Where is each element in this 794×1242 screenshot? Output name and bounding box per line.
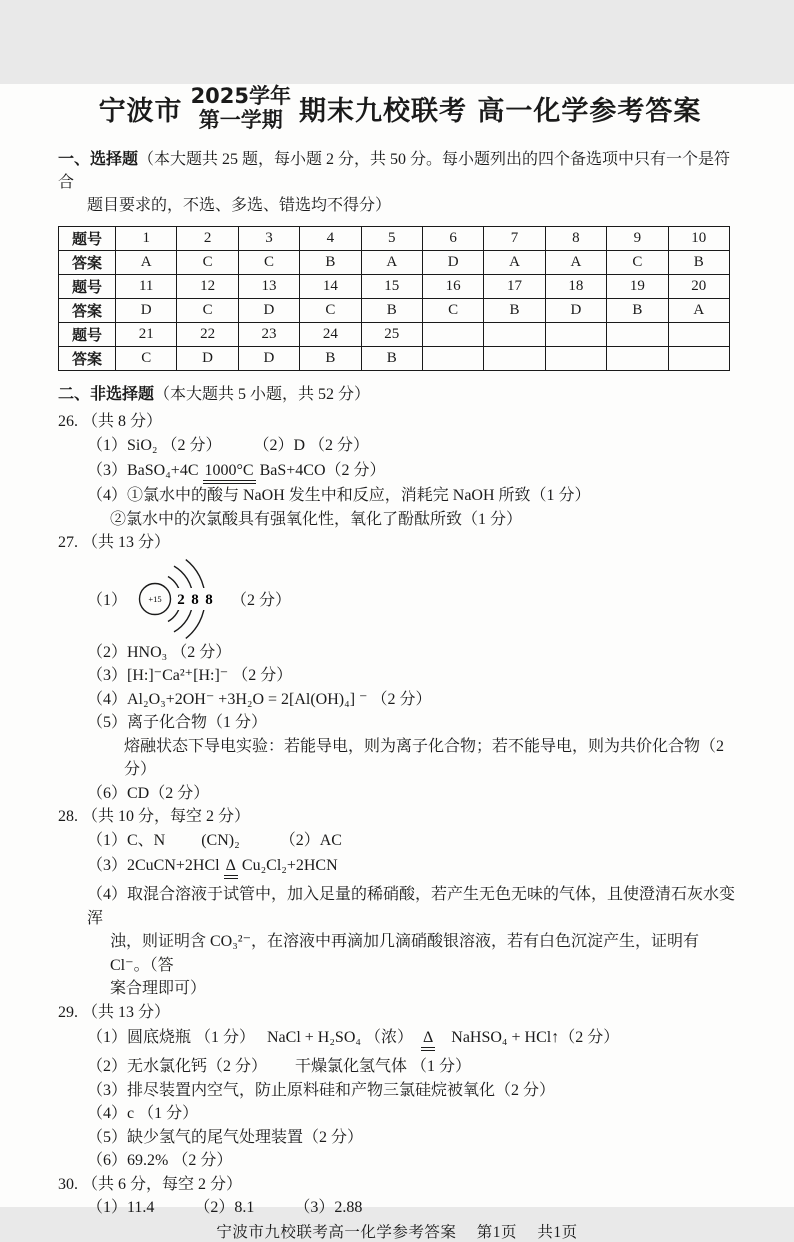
title-term-stack <box>191 84 291 132</box>
q29-line1 <box>58 1024 742 1051</box>
answer-cell: C <box>300 299 361 323</box>
empty-cell <box>668 347 729 371</box>
question-number-cell: 1 <box>116 227 177 251</box>
q27-line3: （3）[H:]⁻Ca²⁺[H:]⁻ （2 分） <box>87 667 293 685</box>
answer-cell: B <box>300 251 361 275</box>
q26-line4a: （4）①氯水中的酸与 NaOH 发生中和反应，消耗完 NaOH 所致（1 分） <box>87 487 591 505</box>
answer-cell: B <box>484 299 545 323</box>
answer-cell: B <box>361 347 422 371</box>
q28-line3 <box>58 852 742 879</box>
question-number-cell: 12 <box>177 275 238 299</box>
question-number-cell: 10 <box>668 227 729 251</box>
answer-cell: D <box>238 299 299 323</box>
q26-head: 26. （共 8 分） <box>58 413 163 431</box>
answer-cell: D <box>545 299 606 323</box>
empty-cell <box>545 347 606 371</box>
row-label: 答案 <box>59 347 116 371</box>
row-label: 题号 <box>59 275 116 299</box>
question-number-cell: 21 <box>116 323 177 347</box>
question-number-cell: 6 <box>422 227 483 251</box>
q27-head: 27. （共 13 分） <box>58 534 171 552</box>
q29-line2: （2）无水氯化钙（2 分） 干燥氯化氢气体 （1 分） <box>87 1058 472 1076</box>
section-free-heading <box>58 383 742 406</box>
answer-cell: D <box>238 347 299 371</box>
q30-line1: （1）11.4 （2）8.1 （3）2.88 <box>87 1199 363 1217</box>
answer-cell: C <box>177 251 238 275</box>
page-title <box>58 84 742 132</box>
answer-cell: B <box>300 347 361 371</box>
q26-line3 <box>58 457 742 484</box>
answer-cell: A <box>116 251 177 275</box>
question-number-cell: 18 <box>545 275 606 299</box>
nucleus-charge: +15 <box>148 593 162 604</box>
empty-cell <box>422 347 483 371</box>
q27-diagram-score: （2 分） <box>231 592 292 610</box>
answer-table <box>58 226 730 371</box>
q28-line4b: 浊，则证明含 CO₃²⁻，在溶液中再滴加几滴硝酸银溶液，若有白色沉淀产生，证明有 Cl⁻。（答 <box>110 933 704 974</box>
question-number-cell: 16 <box>422 275 483 299</box>
q28-eq-left: （3）2CuCN+2HCl <box>87 857 224 875</box>
row-label: 题号 <box>59 227 116 251</box>
section-choice-title: 一、选择题 <box>58 151 139 169</box>
q29-line3: （3）排尽装置内空气，防止原料硅和产物三氯硅烷被氧化（2 分） <box>87 1081 556 1099</box>
q26-eq-right: BaS+4CO（2 分） <box>255 462 386 480</box>
section-free-title: 二、非选择题 <box>58 386 155 404</box>
q29-eq-left: （1）圆底烧瓶 （1 分） NaCl + H₂SO₄ （浓） <box>87 1029 421 1047</box>
answer-cell: C <box>607 251 668 275</box>
q27-line5b: 熔融状态下导电实验：若能导电，则为离子化合物；若不能导电，则为共价化合物（2 分） <box>124 737 729 779</box>
question-number-cell: 23 <box>238 323 299 347</box>
answer-cell: B <box>607 299 668 323</box>
answer-cell: A <box>484 251 545 275</box>
q28-line4a: （4）取混合溶液于试管中，加入足量的稀硝酸，若产生无色无味的气体，且使澄清石灰水变浑 <box>87 886 736 927</box>
answer-cell: C <box>177 299 238 323</box>
question-number-cell: 8 <box>545 227 606 251</box>
row-label: 答案 <box>59 251 116 275</box>
q27-line4: （4）Al₂O₃+2OH⁻ +3H₂O = 2[Al(OH)₄] ⁻ （2 分） <box>87 690 432 708</box>
shell-2-electrons: 8 <box>191 591 199 608</box>
question-number-cell: 17 <box>484 275 545 299</box>
atom-structure-diagram <box>133 559 225 639</box>
exam-answer-page <box>0 84 794 1241</box>
q27-line5: （5）离子化合物（1 分） <box>87 714 268 732</box>
answer-cell: D <box>116 299 177 323</box>
title-semester: 第一学期 <box>198 108 283 133</box>
question-number-cell: 5 <box>361 227 422 251</box>
q30-head: 30. （共 6 分，每空 2 分） <box>58 1175 243 1193</box>
empty-cell <box>607 323 668 347</box>
table-row <box>59 227 730 251</box>
question-number-cell: 15 <box>361 275 422 299</box>
answer-cell: C <box>422 299 483 323</box>
shell-3-electrons: 8 <box>205 591 213 608</box>
q27-line6: （6）CD（2 分） <box>87 784 210 802</box>
answer-cell: D <box>177 347 238 371</box>
table-row <box>59 323 730 347</box>
section-choice-heading-line2: 题目要求的，不选、多选、错选均不得分） <box>87 197 392 215</box>
question-number-cell: 14 <box>300 275 361 299</box>
answer-cell: D <box>422 251 483 275</box>
q29-eq-right: NaHSO₄ + HCl↑（2 分） <box>435 1029 620 1047</box>
question-number-cell: 20 <box>668 275 729 299</box>
empty-cell <box>422 323 483 347</box>
title-school-year: 2025学年 <box>190 84 292 108</box>
q29-line4: （4）c （1 分） <box>87 1105 199 1123</box>
table-row <box>59 347 730 371</box>
question-number-cell: 2 <box>177 227 238 251</box>
reaction-condition: Δ <box>224 858 238 879</box>
empty-cell <box>484 323 545 347</box>
question-number-cell: 25 <box>361 323 422 347</box>
q28-eq-right: Cu₂Cl₂+2HCN <box>237 857 338 875</box>
question-number-cell: 9 <box>607 227 668 251</box>
reaction-condition: 1000°C <box>203 463 256 484</box>
page-footer: 宁波市九校联考高一化学参考答案 第1页 共1页 <box>216 1223 578 1241</box>
table-row <box>59 275 730 299</box>
row-label: 答案 <box>59 299 116 323</box>
q29-head: 29. （共 13 分） <box>58 1003 171 1021</box>
q26-eq-left: （3）BaSO₄+4C <box>87 462 203 480</box>
q28-head: 28. （共 10 分，每空 2 分） <box>58 808 251 826</box>
answer-cell: A <box>361 251 422 275</box>
answer-cell: B <box>361 299 422 323</box>
answer-cell: A <box>545 251 606 275</box>
row-label: 题号 <box>59 323 116 347</box>
reaction-condition: Δ <box>421 1030 435 1051</box>
q28-line4c: 案合理即可） <box>110 980 207 998</box>
question-number-cell: 11 <box>116 275 177 299</box>
section-choice-heading <box>58 148 742 194</box>
answer-cell: C <box>238 251 299 275</box>
section-choice-desc: （本大题共 25 题，每小题 2 分，共 50 分。每小题列出的四个备选项中只有一个是符合 <box>58 151 731 192</box>
empty-cell <box>668 323 729 347</box>
question-number-cell: 3 <box>238 227 299 251</box>
answer-cell: A <box>668 299 729 323</box>
question-number-cell: 24 <box>300 323 361 347</box>
page-content <box>0 84 794 1220</box>
shell-1-electrons: 2 <box>177 591 185 608</box>
answer-cell: C <box>116 347 177 371</box>
answer-cell: B <box>668 251 729 275</box>
q26-line4b: ②氯水中的次氯酸具有强氧化性，氧化了酚酞所致（1 分） <box>110 510 523 528</box>
q27-line1 <box>58 557 742 641</box>
question-number-cell: 13 <box>238 275 299 299</box>
q29-line5: （5）缺少氢气的尾气处理装置（2 分） <box>87 1128 364 1146</box>
empty-cell <box>607 347 668 371</box>
q26-line1: （1）SiO₂ （2 分） （2）D （2 分） <box>87 436 370 454</box>
question-number-cell: 19 <box>607 275 668 299</box>
table-row <box>59 251 730 275</box>
empty-cell <box>545 323 606 347</box>
question-number-cell: 7 <box>484 227 545 251</box>
title-exam-name: 期末九校联考 高一化学参考答案 <box>299 95 702 127</box>
question-number-cell: 4 <box>300 227 361 251</box>
section-free-desc: （本大题共 5 小题，共 52 分） <box>154 386 371 404</box>
q29-line6: （6）69.2% （2 分） <box>87 1152 233 1170</box>
question-number-cell: 22 <box>177 323 238 347</box>
table-row <box>59 299 730 323</box>
empty-cell <box>484 347 545 371</box>
title-city: 宁波市 <box>98 95 183 127</box>
q28-line1: （1）C、N (CN)₂ （2）AC <box>87 831 342 849</box>
q27-item-label: （1） <box>87 592 128 610</box>
q27-line2: （2）HNO₃ （2 分） <box>87 643 232 661</box>
